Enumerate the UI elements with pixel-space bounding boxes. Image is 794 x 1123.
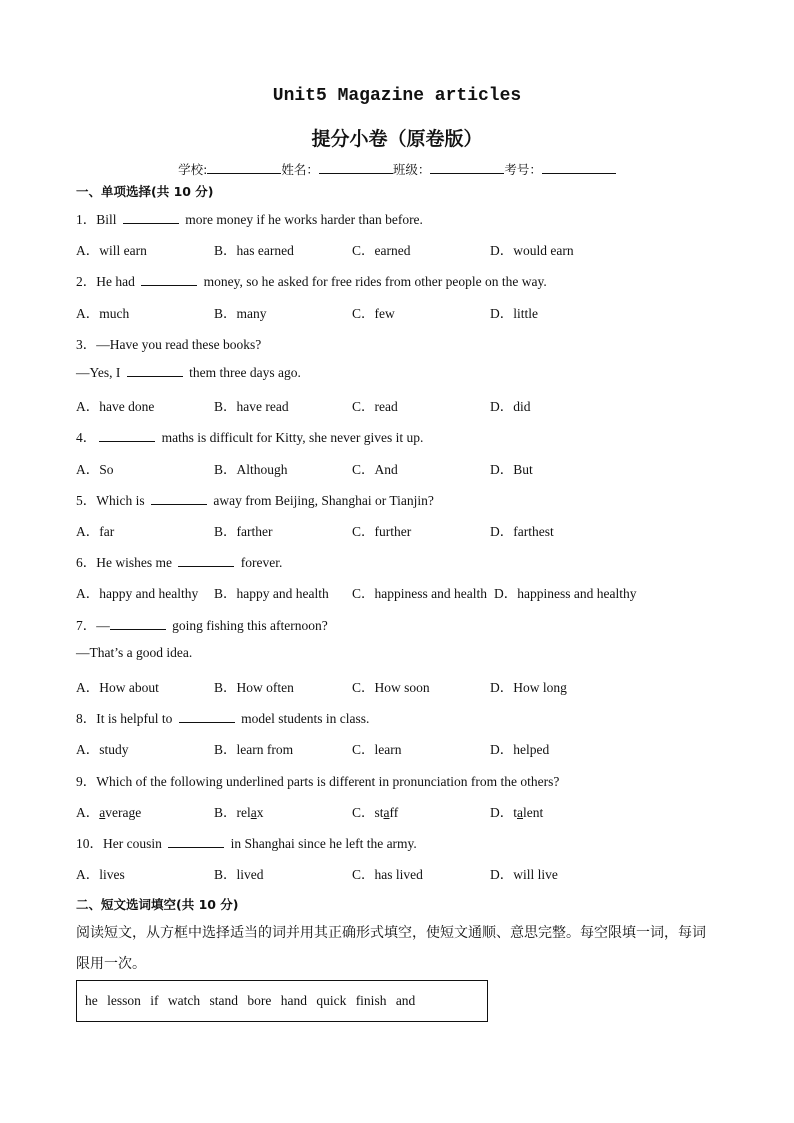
option-d[interactable]: D．How long [490,680,567,695]
school-label: 学校: [178,162,208,177]
question-5: 5．Which is away from Beijing, Shanghai or Tianjin? [76,493,434,508]
page-subtitle: 提分小卷（原卷版） [311,128,483,150]
option-b[interactable]: B．farther [214,524,273,539]
answer-blank[interactable] [178,554,234,567]
option-d[interactable]: D．little [490,306,538,321]
option-c[interactable]: C．read [352,399,398,414]
options-4 [76,458,756,476]
option-c[interactable]: C．staff [352,805,399,820]
options-2 [76,302,756,320]
class-label: 班级： [392,162,431,177]
option-a[interactable]: A．far [76,524,115,539]
option-a[interactable]: A．much [76,306,130,321]
question-10: 10．Her cousin in Shanghai since he left the army. [76,836,417,851]
question-3: 3．—Have you read these books? [76,337,262,352]
option-b[interactable]: B．learn from [214,742,294,757]
question-8: 8．It is helpful to model students in class. [76,711,370,726]
option-d[interactable]: D．will live [490,867,558,882]
option-a[interactable]: A．lives [76,867,125,882]
option-b[interactable]: B．Although [214,462,288,477]
question-3-reply: —Yes, I them three days ago. [76,365,301,380]
options-9 [76,801,756,819]
option-a[interactable]: A．have done [76,399,155,414]
answer-blank[interactable] [99,429,155,442]
answer-blank[interactable] [168,835,224,848]
option-d[interactable]: D．But [490,462,533,477]
option-c[interactable]: C．How soon [352,680,430,695]
option-a[interactable]: A．study [76,742,129,757]
option-b[interactable]: B．happy and health [214,586,329,601]
option-b[interactable]: B．has earned [214,243,294,258]
option-b[interactable]: B．relax [214,805,264,820]
options-3 [76,395,756,413]
option-d[interactable]: D．did [490,399,531,414]
options-5 [76,520,756,538]
question-7: 7．— going fishing this afternoon? [76,618,328,633]
exam-no-blank[interactable] [542,161,616,174]
question-7-reply: —That’s a good idea. [76,645,193,660]
answer-blank[interactable] [179,710,235,723]
name-label: 姓名： [281,162,319,177]
answer-blank[interactable] [110,617,166,630]
option-c[interactable]: C．further [352,524,412,539]
answer-blank[interactable] [123,211,179,224]
option-c[interactable]: C．has lived [352,867,423,882]
option-d[interactable]: D．would earn [490,243,574,258]
student-info-line [0,160,794,178]
option-c[interactable]: C．few [352,306,395,321]
option-d[interactable]: D．helped [490,742,550,757]
option-a[interactable]: A．average [76,805,142,820]
section1-heading: 一、单项选择(共 10 分) [76,184,214,199]
option-a[interactable]: A．happy and healthy [76,586,199,601]
option-d[interactable]: D．talent [490,805,544,820]
options-1 [76,239,756,257]
answer-blank[interactable] [127,364,183,377]
question-1: 1．Bill more money if he works harder than before. [76,212,423,227]
option-b[interactable]: B．lived [214,867,264,882]
option-b[interactable]: B．How often [214,680,294,695]
exam-no-label: 考号： [504,162,542,177]
options-8 [76,738,756,756]
page-title: Unit5 Magazine articles [272,86,522,106]
option-c[interactable]: C．earned [352,243,411,258]
options-7 [76,676,756,694]
question-2: 2．He had money, so he asked for free rides from other people on the way. [76,274,547,289]
option-b[interactable]: B．have read [214,399,289,414]
option-c[interactable]: C．And [352,462,398,477]
section2-instruction: 阅读短文，从方框中选择适当的词并用其正确形式填空，使短文通顺、意思完整。每空限填一词，每词限用一次。 [76,925,706,972]
option-b[interactable]: B．many [214,306,267,321]
name-blank[interactable] [319,161,393,174]
section2-heading: 二、短文选词填空(共 10 分) [76,897,239,912]
question-6: 6．He wishes me forever. [76,555,283,570]
question-9: 9．Which of the following underlined parts is different in pronunciation from the others? [76,774,560,789]
option-d[interactable]: D．farthest [490,524,554,539]
class-blank[interactable] [430,161,504,174]
answer-blank[interactable] [141,273,197,286]
option-a[interactable]: A．So [76,462,114,477]
word-bank: he lesson if watch stand bore hand quick finish and [85,993,416,1008]
option-a[interactable]: A．How about [76,680,159,695]
options-10 [76,863,756,881]
word-bank-box [76,980,488,1022]
option-a[interactable]: A．will earn [76,243,147,258]
options-6 [76,582,756,600]
answer-blank[interactable] [151,492,207,505]
option-c[interactable]: C．learn [352,742,402,757]
option-c[interactable]: C．happiness and health [352,586,487,601]
school-blank[interactable] [207,161,281,174]
question-4: 4． maths is difficult for Kitty, she never gives it up. [76,430,424,445]
option-d[interactable]: D．happiness and healthy [494,586,637,601]
